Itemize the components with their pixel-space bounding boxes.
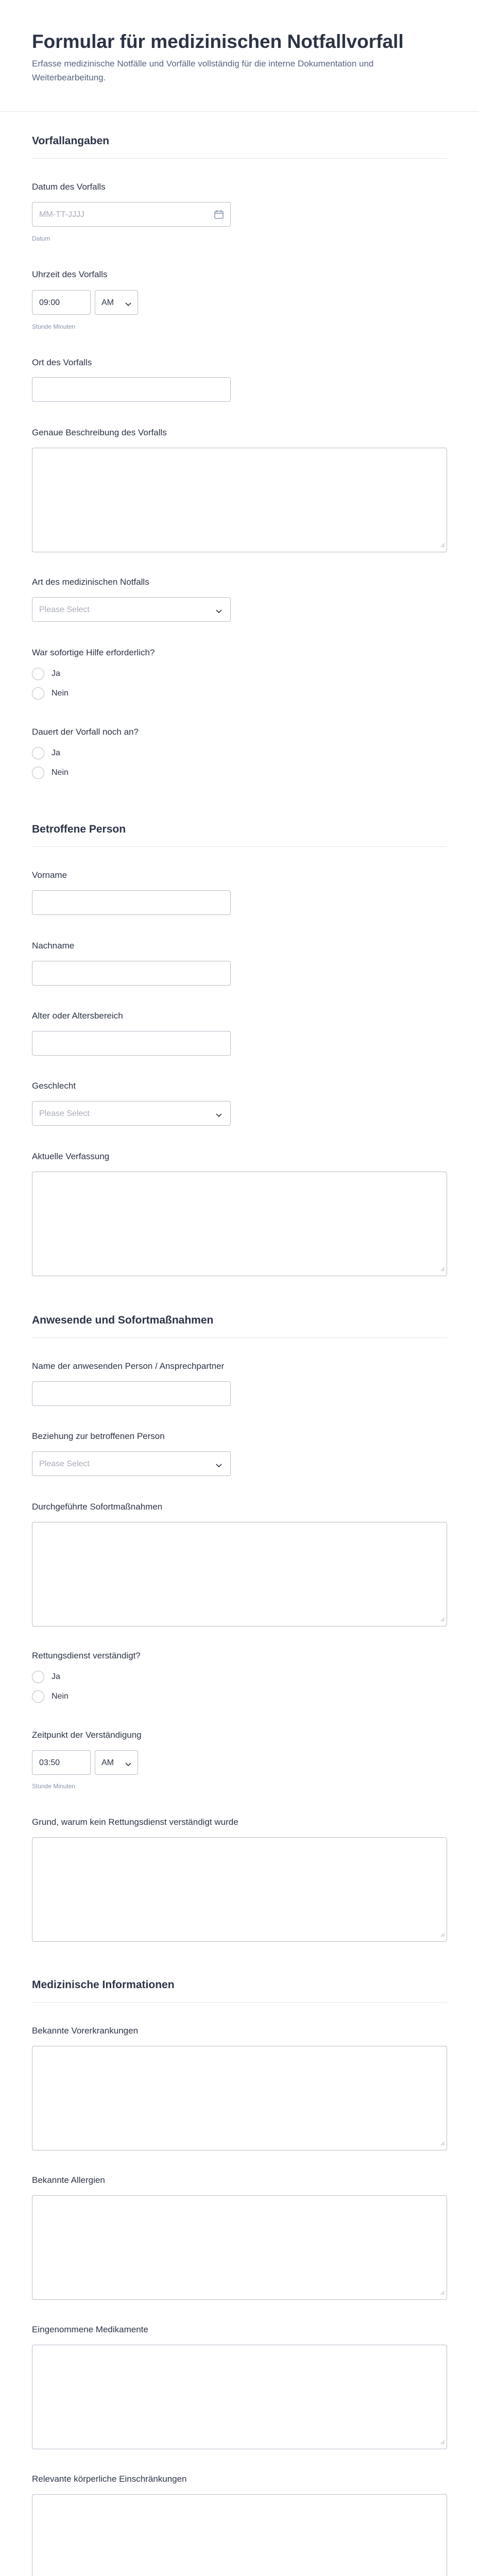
allergies-textarea[interactable] bbox=[32, 2195, 447, 2300]
date-placeholder: MM-TT-JJJJ bbox=[39, 210, 84, 219]
relation-select[interactable] bbox=[32, 1451, 231, 1476]
header-divider bbox=[0, 111, 479, 112]
emergency-type-label: Art des medizinischen Notfalls bbox=[32, 577, 149, 587]
time-sublabel: Stunde Minuten bbox=[32, 1783, 76, 1790]
age-label: Alter oder Altersbereich bbox=[32, 1011, 123, 1021]
pre-conditions-label: Bekannte Vorerkrankungen bbox=[32, 2026, 139, 2036]
radio-label: Ja bbox=[52, 669, 60, 678]
condition-textarea[interactable] bbox=[32, 1172, 447, 1276]
radio-button[interactable] bbox=[32, 687, 44, 700]
incident-location-label: Ort des Vorfalls bbox=[32, 358, 92, 367]
section-divider bbox=[32, 158, 447, 159]
incident-time-input[interactable] bbox=[32, 290, 91, 315]
radio-button[interactable] bbox=[32, 668, 44, 680]
limitations-textarea[interactable] bbox=[32, 2494, 447, 2576]
resize-grip-icon[interactable] bbox=[440, 541, 445, 550]
section-title-vorfallangaben: Vorfallangaben bbox=[32, 135, 110, 147]
form-title: Formular für medizinischen Notfallvorfall bbox=[32, 31, 404, 52]
radio-label: Ja bbox=[52, 1672, 60, 1681]
incident-description-label: Genaue Beschreibung des Vorfalls bbox=[32, 428, 167, 437]
radio-label: Nein bbox=[52, 689, 69, 698]
immediate-help-label: War sofortige Hilfe erforderlich? bbox=[32, 648, 155, 657]
ems-label: Rettungsdienst verständigt? bbox=[32, 1651, 141, 1660]
limitations-label: Relevante körperliche Einschränkungen bbox=[32, 2474, 187, 2484]
medication-textarea[interactable] bbox=[32, 2345, 447, 2449]
radio-button[interactable] bbox=[32, 1671, 44, 1683]
incident-location-input[interactable] bbox=[32, 377, 231, 402]
radio-label: Nein bbox=[52, 1692, 69, 1701]
resize-grip-icon[interactable] bbox=[440, 2289, 445, 2298]
time-value: 03:50 bbox=[39, 1758, 60, 1767]
resize-grip-icon[interactable] bbox=[440, 2438, 445, 2447]
chevron-down-icon bbox=[216, 1461, 222, 1470]
resize-grip-icon[interactable] bbox=[440, 1265, 445, 1274]
medication-label: Eingenommene Medikamente bbox=[32, 2325, 148, 2334]
relation-label: Beziehung zur betroffenen Person bbox=[32, 1431, 165, 1441]
ampm-value: AM bbox=[101, 298, 114, 307]
chevron-down-icon bbox=[125, 1760, 131, 1769]
notify-time-label: Zeitpunkt der Verständigung bbox=[32, 1730, 142, 1740]
no-ems-reason-label: Grund, warum kein Rettungsdienst verständigt wurde bbox=[32, 1817, 238, 1827]
radio-button[interactable] bbox=[32, 747, 44, 759]
date-sublabel: Datum bbox=[32, 235, 50, 242]
radio-label: Nein bbox=[52, 768, 69, 777]
chevron-down-icon bbox=[216, 607, 222, 616]
present-person-label: Name der anwesenden Person / Ansprechpartner bbox=[32, 1361, 225, 1371]
resize-grip-icon[interactable] bbox=[440, 1615, 445, 1624]
calendar-icon[interactable] bbox=[214, 209, 224, 222]
notify-ampm-select[interactable] bbox=[95, 1750, 138, 1775]
first-name-input[interactable] bbox=[32, 890, 231, 915]
gender-select[interactable] bbox=[32, 1101, 231, 1126]
section-title-betroffene-person: Betroffene Person bbox=[32, 823, 126, 835]
time-sublabel: Stunde Minuten bbox=[32, 323, 76, 330]
age-input[interactable] bbox=[32, 1031, 231, 1056]
chevron-down-icon bbox=[216, 1111, 222, 1120]
radio-button[interactable] bbox=[32, 1690, 44, 1703]
section-divider bbox=[32, 1337, 447, 1338]
incident-date-label: Datum des Vorfalls bbox=[32, 182, 106, 192]
ongoing-label: Dauert der Vorfall noch an? bbox=[32, 727, 139, 737]
resize-grip-icon[interactable] bbox=[440, 2139, 445, 2148]
section-divider bbox=[32, 846, 447, 847]
incident-date-input[interactable] bbox=[32, 202, 231, 227]
last-name-label: Nachname bbox=[32, 941, 75, 951]
emergency-type-select[interactable] bbox=[32, 597, 231, 622]
measures-label: Durchgeführte Sofortmaßnahmen bbox=[32, 1502, 163, 1512]
condition-label: Aktuelle Verfassung bbox=[32, 1151, 110, 1161]
time-value: 09:00 bbox=[39, 298, 60, 307]
section-title-sofortmassnahmen: Anwesende und Sofortmaßnahmen bbox=[32, 1314, 214, 1326]
section-divider bbox=[32, 2002, 447, 2003]
gender-label: Geschlecht bbox=[32, 1081, 76, 1091]
no-ems-reason-textarea[interactable] bbox=[32, 1837, 447, 1942]
incident-ampm-select[interactable] bbox=[95, 290, 138, 315]
form-subtitle: Erfasse medizinische Notfälle und Vorfälle vollständig für die interne Dokumentation und Weiterbearbeitung. bbox=[32, 59, 374, 82]
allergies-label: Bekannte Allergien bbox=[32, 2175, 105, 2185]
select-placeholder: Please Select bbox=[39, 1109, 90, 1118]
section-title-medizinische-informationen: Medizinische Informationen bbox=[32, 1979, 175, 1991]
ampm-value: AM bbox=[101, 1758, 114, 1767]
select-placeholder: Please Select bbox=[39, 1460, 90, 1468]
last-name-input[interactable] bbox=[32, 961, 231, 986]
measures-textarea[interactable] bbox=[32, 1522, 447, 1626]
notify-time-input[interactable] bbox=[32, 1750, 91, 1775]
select-placeholder: Please Select bbox=[39, 605, 90, 614]
incident-description-textarea[interactable] bbox=[32, 448, 447, 552]
chevron-down-icon bbox=[125, 300, 131, 309]
first-name-label: Vorname bbox=[32, 870, 67, 880]
resize-grip-icon[interactable] bbox=[440, 1930, 445, 1940]
radio-button[interactable] bbox=[32, 767, 44, 779]
pre-conditions-textarea[interactable] bbox=[32, 2046, 447, 2150]
incident-time-label: Uhrzeit des Vorfalls bbox=[32, 269, 108, 279]
radio-label: Ja bbox=[52, 749, 60, 757]
present-person-input[interactable] bbox=[32, 1381, 231, 1406]
